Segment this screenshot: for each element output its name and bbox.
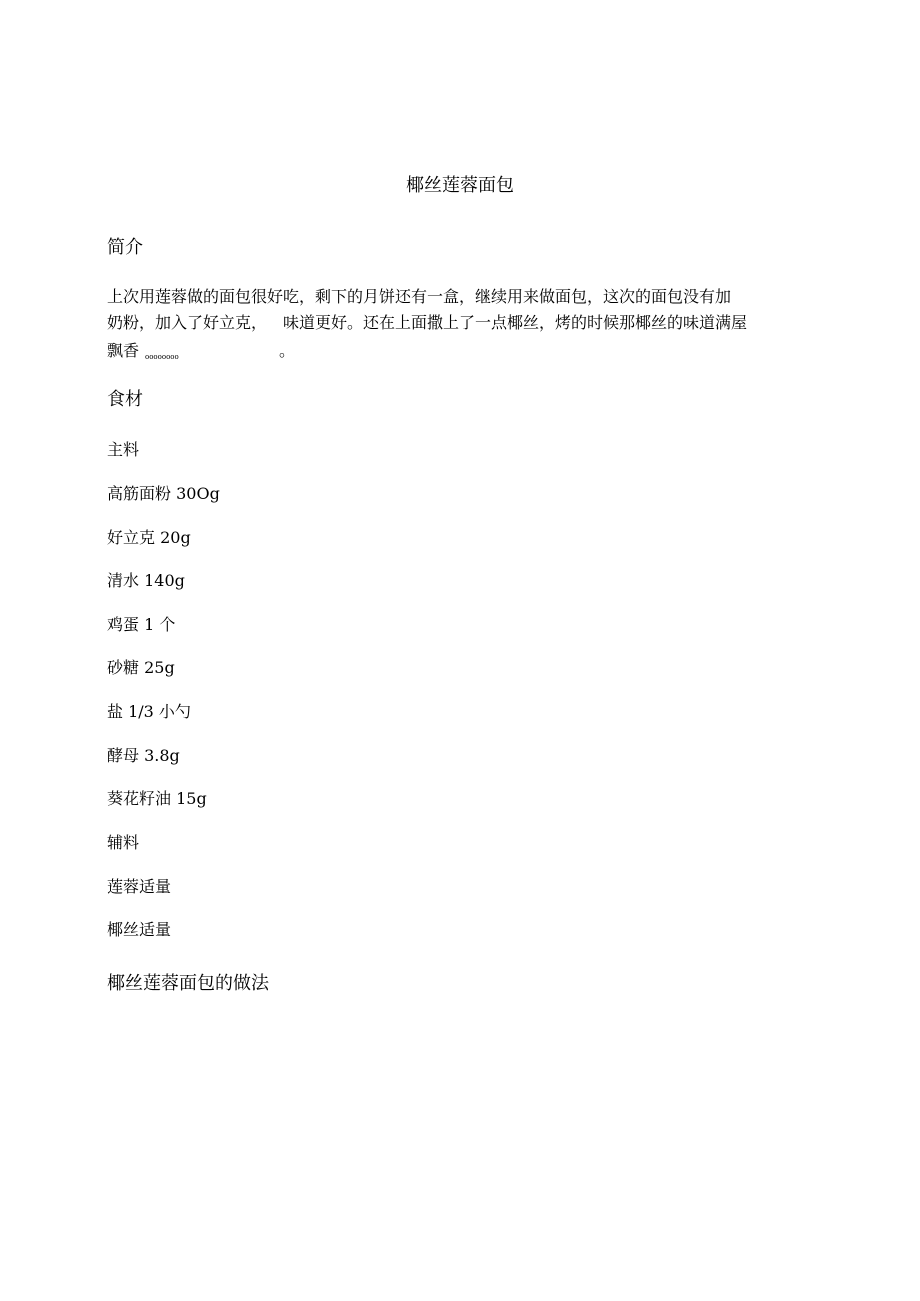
- ingredient-item: 清水 140g: [107, 571, 185, 590]
- ingredients-heading: 食材: [107, 389, 143, 410]
- ingredient-item: 砂糖 25g: [107, 658, 175, 677]
- intro-line-2-part-a: 奶粉，加入了好立克，: [107, 313, 268, 332]
- intro-line-3: [107, 340, 807, 362]
- intro-heading: 简介: [107, 237, 143, 258]
- intro-line-3-dots: oooooooo: [145, 353, 179, 361]
- intro-line-3-part-a: 飘香: [107, 341, 140, 360]
- ingredient-group-main: 主料: [107, 440, 140, 459]
- ingredient-item: 好立克 20g: [107, 528, 191, 547]
- document-title: 椰丝莲蓉面包: [406, 175, 514, 196]
- ingredient-item: 盐 1/3 小勺: [107, 702, 191, 721]
- intro-line-2-part-b: 味道更好。还在上面撒上了一点椰丝，烤的时候那椰丝的味道满屋: [283, 313, 748, 332]
- ingredient-item: 椰丝适量: [107, 920, 172, 939]
- intro-line-3-part-b: 。: [279, 341, 296, 360]
- ingredient-item: 酵母 3.8g: [107, 746, 180, 765]
- method-heading: 椰丝莲蓉面包的做法: [107, 973, 269, 994]
- ingredient-group-secondary: 辅料: [107, 833, 140, 852]
- intro-line-2: [107, 312, 807, 334]
- ingredient-item: 葵花籽油 15g: [107, 789, 207, 808]
- intro-line-1: 上次用莲蓉做的面包很好吃，剩下的月饼还有一盒，继续用来做面包，这次的面包没有加: [107, 287, 732, 306]
- ingredient-item: 鸡蛋 1 个: [107, 615, 176, 634]
- ingredient-item: 莲蓉适量: [107, 877, 172, 896]
- ingredient-item: 高筋面粉 30Og: [107, 484, 220, 503]
